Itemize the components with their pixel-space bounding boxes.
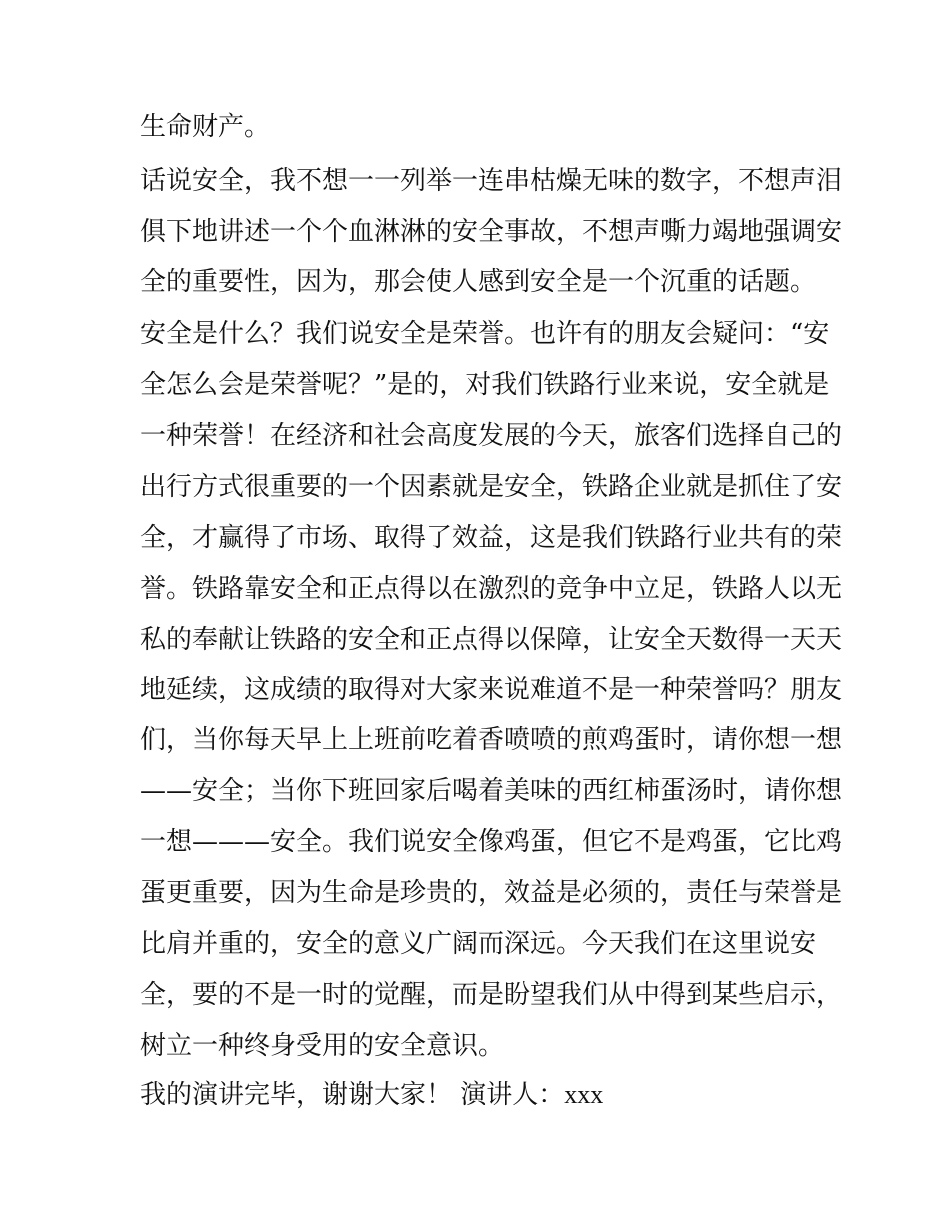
text-line: 地延续，这成绩的取得对大家来说难道不是一种荣誉吗？朋友 bbox=[140, 675, 843, 705]
text-line: 蛋更重要，因为生命是珍贵的，效益是必须的，责任与荣誉是 bbox=[140, 878, 843, 908]
text-line: 全怎么会是荣誉呢？”是的，对我们铁路行业来说，安全就是 bbox=[140, 370, 830, 400]
text-line: 比肩并重的，安全的意义广阔而深远。今天我们在这里说安 bbox=[140, 929, 817, 959]
text-line: 生命财产。 bbox=[140, 112, 271, 142]
text-line: 全的重要性，因为，那会使人感到安全是一个沉重的话题。 bbox=[140, 267, 817, 297]
closing-text: 我的演讲完毕，谢谢大家！ 演讲人： bbox=[140, 1080, 565, 1110]
text-line: 话说安全，我不想一一列举一连串枯燥无味的数字，不想声泪 bbox=[140, 166, 843, 196]
text-line: 树立一种终身受用的安全意识。 bbox=[140, 1031, 505, 1061]
text-line: 一种荣誉！在经济和社会高度发展的今天，旅客们选择自己的 bbox=[140, 421, 843, 451]
text-line: 安全是什么？我们说安全是荣誉。也许有的朋友会疑问：“安 bbox=[140, 319, 830, 349]
text-line: 们，当你每天早上上班前吃着香喷喷的煎鸡蛋时，请你想一想 bbox=[140, 725, 843, 755]
text-line: 出行方式很重要的一个因素就是安全，铁路企业就是抓住了安 bbox=[140, 472, 843, 502]
speaker-name: xxx bbox=[564, 1080, 604, 1109]
text-line: 全，才赢得了市场、取得了效益，这是我们铁路行业共有的荣 bbox=[140, 523, 843, 553]
text-line: 全，要的不是一时的觉醒，而是盼望我们从中得到某些启示， bbox=[140, 980, 843, 1010]
text-line: 私的奉献让铁路的安全和正点得以保障，让安全天数得一天天 bbox=[140, 625, 843, 655]
text-line: 一想———安全。我们说安全像鸡蛋，但它不是鸡蛋，它比鸡 bbox=[140, 827, 843, 857]
text-line: ——安全；当你下班回家后喝着美味的西红柿蛋汤时，请你想 bbox=[140, 776, 843, 806]
closing-line bbox=[140, 1075, 820, 1115]
text-line: 誉。铁路靠安全和正点得以在激烈的竞争中立足，铁路人以无 bbox=[140, 574, 843, 604]
text-line: 俱下地讲述一个个血淋淋的安全事故，不想声嘶力竭地强调安 bbox=[140, 217, 843, 247]
